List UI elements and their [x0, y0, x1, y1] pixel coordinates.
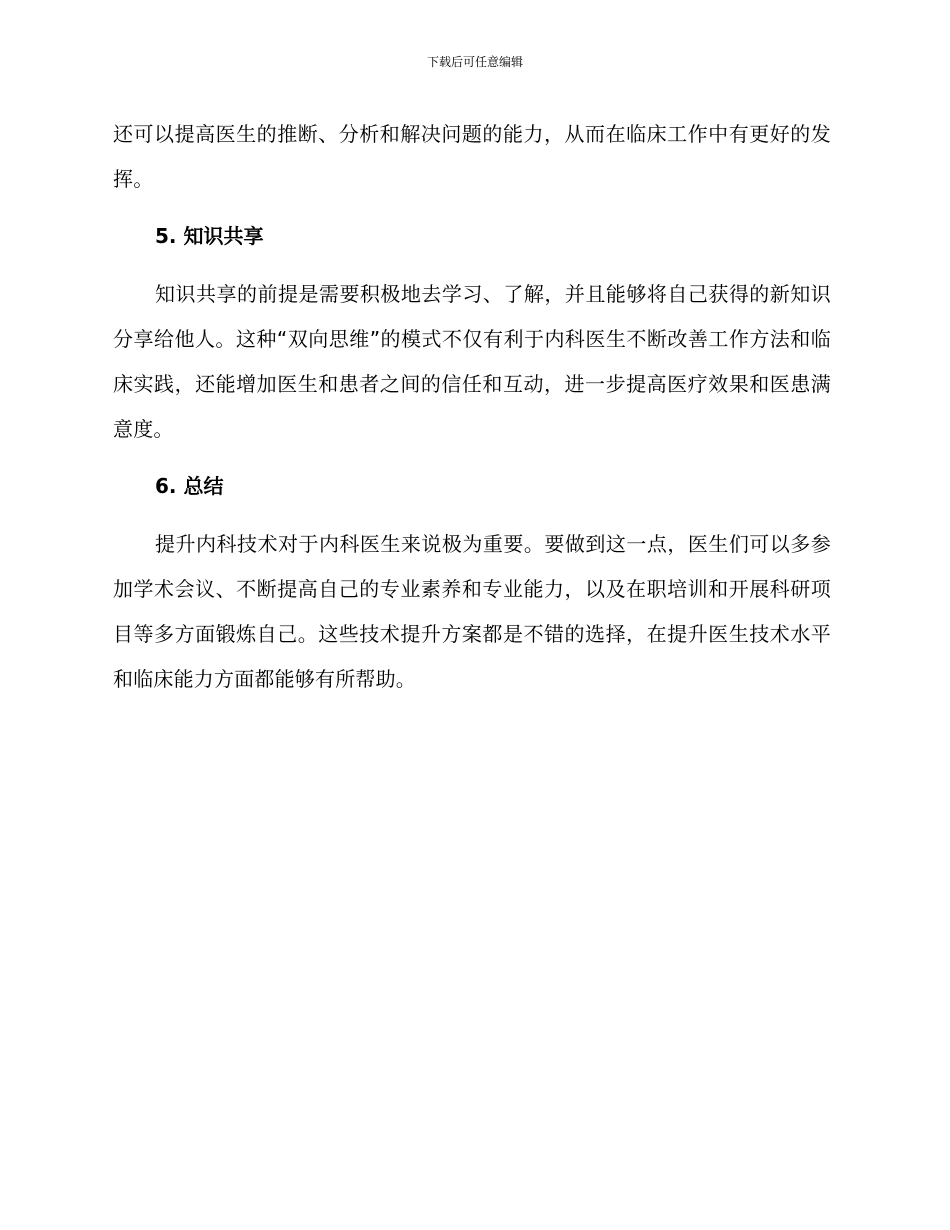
paragraph-continued: 还可以提高医生的推断、分析和解决问题的能力，从而在临床工作中有更好的发挥。	[113, 122, 831, 191]
section-5-heading: 5. 知识共享	[155, 224, 264, 248]
document-body	[113, 112, 831, 702]
section-6-heading: 6. 总结	[155, 474, 224, 498]
page-header: 下载后可任意编辑	[426, 55, 523, 69]
section-6-paragraph: 提升内科技术对于内科医生来说极为重要。要做到这一点，医生们可以多参加学术会议、不断提高自己的专业素养和专业能力，以及在职培训和开展科研项目等多方面锻炼自己。这些技术提升方案都是不错的选择，在提升医生技术水平和临床能力方面都能够有所帮助。	[113, 532, 831, 691]
section-5-paragraph: 知识共享的前提是需要积极地去学习、了解，并且能够将自己获得的新知识分享给他人。这种“双向思维”的模式不仅有利于内科医生不断改善工作方法和临床实践，还能增加医生和患者之间的信任和互动，进一步提高医疗效果和医患满意度。	[113, 282, 831, 441]
